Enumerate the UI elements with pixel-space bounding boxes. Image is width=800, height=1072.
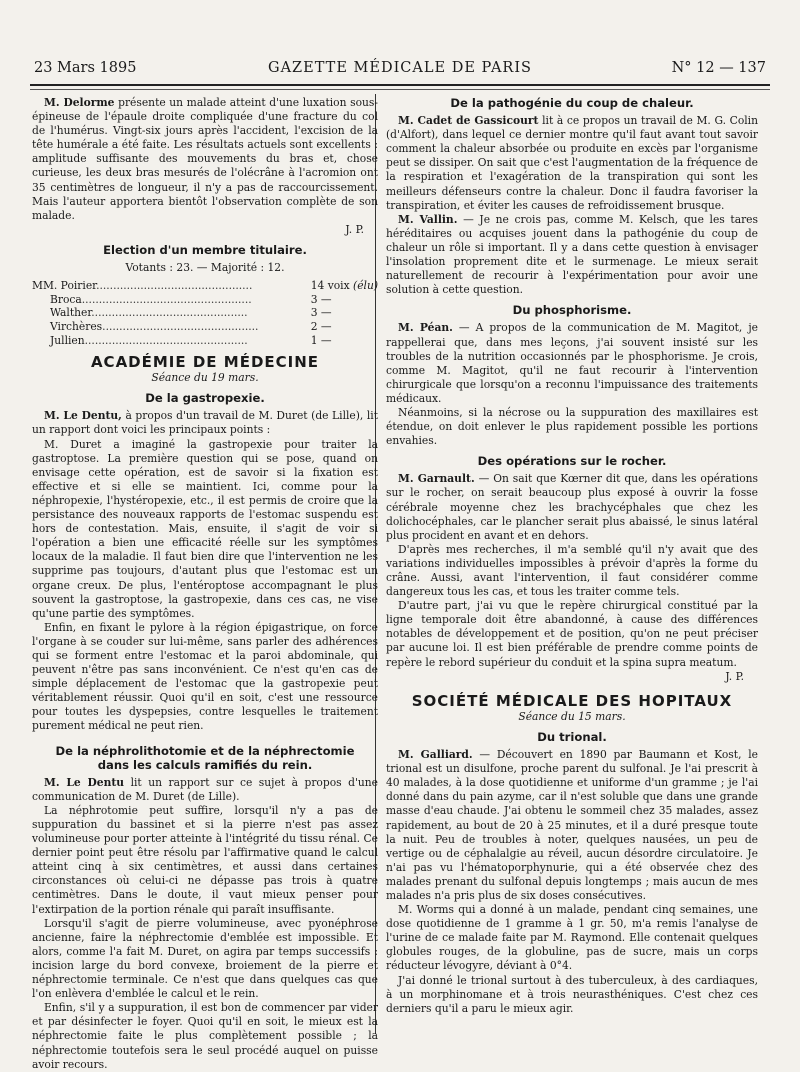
- galliard-paragraph: M. Galliard. — Découvert en 1890 par Baumann et Kost, le trional est un disulfone, proche parent du sulfonal. Je l'ai prescrit à 40 malades, à la dose quotidienne et uniforme d'un gramme ; je l'ai donné dans du pain azyme, car il n'est soluble que dans une grande masse d'eau chaude. J'ai obtenu le sommeil chez 35 malades, assez rapidement, au bout de 20 à 25 minutes, et il a duré presque toute la nuit. Peu de troubles à noter, quelques nausées, un peu de vertige ou de céphalalgie au réveil, aucun désordre circulatoire. Je n'ai pas vu l'hématoporphynurie, qui a été observée chez des malades prenant du sulfonal depuis longtemps ; mais aucun de mes malades n'a pris plus de six doses consécutives.: [386, 748, 758, 902]
- vote-row: Jullien................................................ 1 —: [50, 333, 332, 347]
- gastropexie-heading: De la gastropexie.: [145, 391, 265, 406]
- body-paragraph: Enfin, s'il y a suppuration, il est bon de commencer par vider et par désinfecter le foyer. Quoi qu'il en soit, le mieux est la néphrectomie faite le plus complètement possible ; la néphrectomie toutefois sera le seul procédé auquel on puisse avoir recours.: [32, 1001, 378, 1071]
- body-paragraph: Lorsqu'il s'agit de pierre volumineuse, avec pyonéphrose ancienne, faire la néphrectomie d'emblée est impossible. Et alors, comme l'a fait M. Duret, on agira par temps successifs : incision large du bord convexe, broiement de la pierre et néphrectomie terminale. Ce n'est que dans quelques cas que l'on enlèvera d'emblée le calcul et le rein.: [32, 916, 378, 1001]
- seance-date: Séance du 19 mars.: [151, 371, 259, 385]
- left-column: [32, 96, 378, 1072]
- signature: J. P.: [725, 669, 744, 683]
- coup-chaleur-heading: De la pathogénie du coup de chaleur.: [450, 96, 694, 110]
- garnault-paragraph: M. Garnault. — On sait que Kœrner dit que, dans les opérations sur le rocher, on serait beaucoup plus exposé à ouvrir la fosse cérébrale moyenne chez les brachycéphales que chez les dolichocéphales, car le plancher serait plus abaissé, le sinus latéral plus procident en avant et en dehors.: [386, 472, 758, 542]
- speaker-name: M. Delorme: [44, 96, 115, 109]
- issue-date: 23 Mars 1895: [34, 60, 137, 76]
- body-paragraph: D'après mes recherches, il m'a semblé qu'il n'y avait que des variations individuelles impossibles à prévoir d'après la forme du crâne. Aussi, avant l'intervention, il faut considérer comme dangereux tous les cas, et tous les traiter comme tels.: [386, 542, 758, 599]
- trional-heading: Du trional.: [537, 729, 607, 744]
- journal-title: GAZETTE MÉDICALE DE PARIS: [268, 60, 532, 76]
- ledentu-paragraph-2: M. Le Dentu lit un rapport sur ce sujet à propos d'une communication de M. Duret (de Lille).: [32, 775, 379, 803]
- body-paragraph: La néphrotomie peut suffire, lorsqu'il n'y a pas de suppuration du bassinet et si la pierre n'est pas assez volumineuse pour porter atteinte à l'intégrité du tissu rénal. Ce dernier point peut être résolu par l'affirmative quand le calcul atteint cinq à six centimètres, et aussi dans certaines circonstances où celui-ci ne dépasse pas trois à quatre centimètres. Dans le doute, il vaut mieux penser pour l'extirpation de la portion rénale qui paraît insuffisante.: [32, 803, 378, 916]
- right-column: [386, 96, 758, 1016]
- body-paragraph: M. Duret a imaginé la gastropexie pour traiter la gastroptose. La première question qui se pose, quand on envisage cette opération, est de savoir si la fixation est effective et si elle se maintient. Ici, comme pour la néphropexie, l'hystéropexie, etc., il est permis de croire que la persistance des nouveaux rapports de l'estomac suspendu est hors de contestation. Mais, ensuite, il s'agit de voir si l'opération a bien une efficacité réelle sur les symptômes locaux de la maladie. Il faut bien dire que l'intervention ne les supprime pas toujours, d'autant plus que l'estomac est un organe creux. De plus, l'entéroptose accompagnant le plus souvent la gastroptose, la gastropexie, dans ces cas, ne vise qu'une partie des symptômes.: [32, 437, 378, 620]
- academie-heading: ACADÉMIE DE MÉDECINE: [90, 353, 320, 372]
- seance-date: Séance du 15 mars.: [518, 709, 626, 723]
- vallin-paragraph: M. Vallin. — Je ne crois pas, comme M. Kelsch, que les tares héréditaires ou acquises jouent dans la pathogénie du coup de chaleur un rôle si important. Il y a dans cette question à envisager l'insolation proprement dite et le surmenage. Le mieux serait naturellement de recourir à l'expérimentation pour avoir une solution à cette question.: [386, 212, 758, 297]
- header-rule: [30, 84, 770, 86]
- delorme-paragraph: M. Delorme présente un malade atteint d'une luxation sous-épineuse de l'épaule droite compliquée d'une fracture du col de l'humérus. Vingt-six jours après l'accident, l'excision de la tête humérale a été faite. Les résultats actuels sont excellents : amplitude suffisante des mouvements du bras et, chose curieuse, les deux bras mesurés de l'olécrâne à l'acromion ont 35 centimètres de longueur, il n'y a pas de raccourcissement. Mais l'auteur apportera bientôt l'observation complète de son malade.: [32, 96, 378, 222]
- nephro-heading: De la néphrolithotomie et de la néphrectomie dans les calculs ramifiés du rein.: [55, 743, 355, 772]
- vote-row: MM. Poirier.............................................. 14 voix (élu): [32, 279, 378, 293]
- body-paragraph: M. Worms qui a donné à un malade, pendant cinq semaines, une dose quotidienne de 1 gramme à 1 gr. 50, m'a remis l'analyse de l'urine de ce malade faite par M. Raymond. Elle contenait quelques globules rouges, de la globuline, pas de sucre, mais un corps réducteur lévogyre, déviant à 0°4.: [386, 903, 758, 973]
- pean-paragraph: M. Péan. — A propos de la communication de M. Magitot, je rappellerai que, dans mes leçons, j'ai souvent insisté sur les troubles de la nutrition occasionnés par le phosphorisme. Je crois, comme M. Magitot, qu'il ne faut recourir à l'intervention chirurgicale que lorsqu'on a reconnu l'impuissance des traitements médicaux.: [386, 321, 758, 405]
- phosphorisme-heading: Du phosphorisme.: [512, 303, 632, 318]
- body-paragraph: Enfin, en fixant le pylore à la région épigastrique, on force l'organe à se couder sur lui-même, sans parler des adhérences qui se forment entre l'estomac et la paroi abdominale, qui peuvent n'être pas sans inconvénient. Ce n'est qu'en cas de simple déplacement de l'estomac que la gastropexie peut véritablement réussir. Quoi qu'il en soit, c'est une ressource pour toutes les dyspepsies, contre lesquelles le traitement purement médical ne peut rien.: [32, 620, 378, 733]
- ledentu-paragraph: M. Le Dentu, à propos d'un travail de M. Duret (de Lille), lit un rapport dont voici les principaux points :: [32, 409, 378, 437]
- body-paragraph: J'ai donné le trional surtout à des tuberculeux, à des cardiaques, à un morphinomane et à trois neurasthéniques. C'est chez ces derniers qu'il a paru le mieux agir.: [386, 973, 758, 1015]
- societe-heading: SOCIÉTÉ MÉDICALE DES HOPITAUX: [411, 691, 733, 710]
- cadet-paragraph: M. Cadet de Gassicourt lit à ce propos un travail de M. G. Colin (d'Alfort), dans lequel ce dernier montre qu'il faut avant tout savoir comment la chaleur absorbée ou produite en excès par l'organisme peut se dissiper. On sait que c'est l'augmentation de la fréquence de la respiration et l'exagération de la transpiration qui sont les meilleurs défenseurs contre la chaleur. Donc il faudra favoriser la transpiration, et éviter les causes de refroidissement brusque.: [386, 114, 758, 212]
- rocher-heading: Des opérations sur le rocher.: [477, 454, 667, 469]
- signature: J. P.: [345, 222, 364, 236]
- issue-number: N° 12 — 137: [671, 60, 766, 76]
- election-heading: Election d'un membre titulaire.: [103, 242, 307, 257]
- vote-row: Virchères.............................................. 2 —: [50, 319, 332, 333]
- body-paragraph: Néanmoins, si la nécrose ou la suppuration des maxillaires est étendue, on doit enlever le plus rapidement possible les portions envahies.: [386, 405, 758, 448]
- vote-row: Walther.............................................. 3 —: [50, 306, 332, 320]
- vote-row: Broca.................................................. 3 —: [50, 292, 332, 306]
- body-paragraph: D'autre part, j'ai vu que le repère chirurgical constitué par la ligne temporale doit être abandonné, à cause des différences notables de développement et de position, qu'on ne peut préciser par aucune loi. Il est bien préférable de prendre comme points de repère le rebord supérieur du conduit et la spina supra meatum.: [386, 599, 758, 669]
- votants-line: Votants : 23. — Majorité : 12.: [125, 261, 285, 275]
- page-header: [34, 58, 766, 80]
- header-rule-thin: [30, 89, 770, 90]
- vote-table: [32, 279, 378, 347]
